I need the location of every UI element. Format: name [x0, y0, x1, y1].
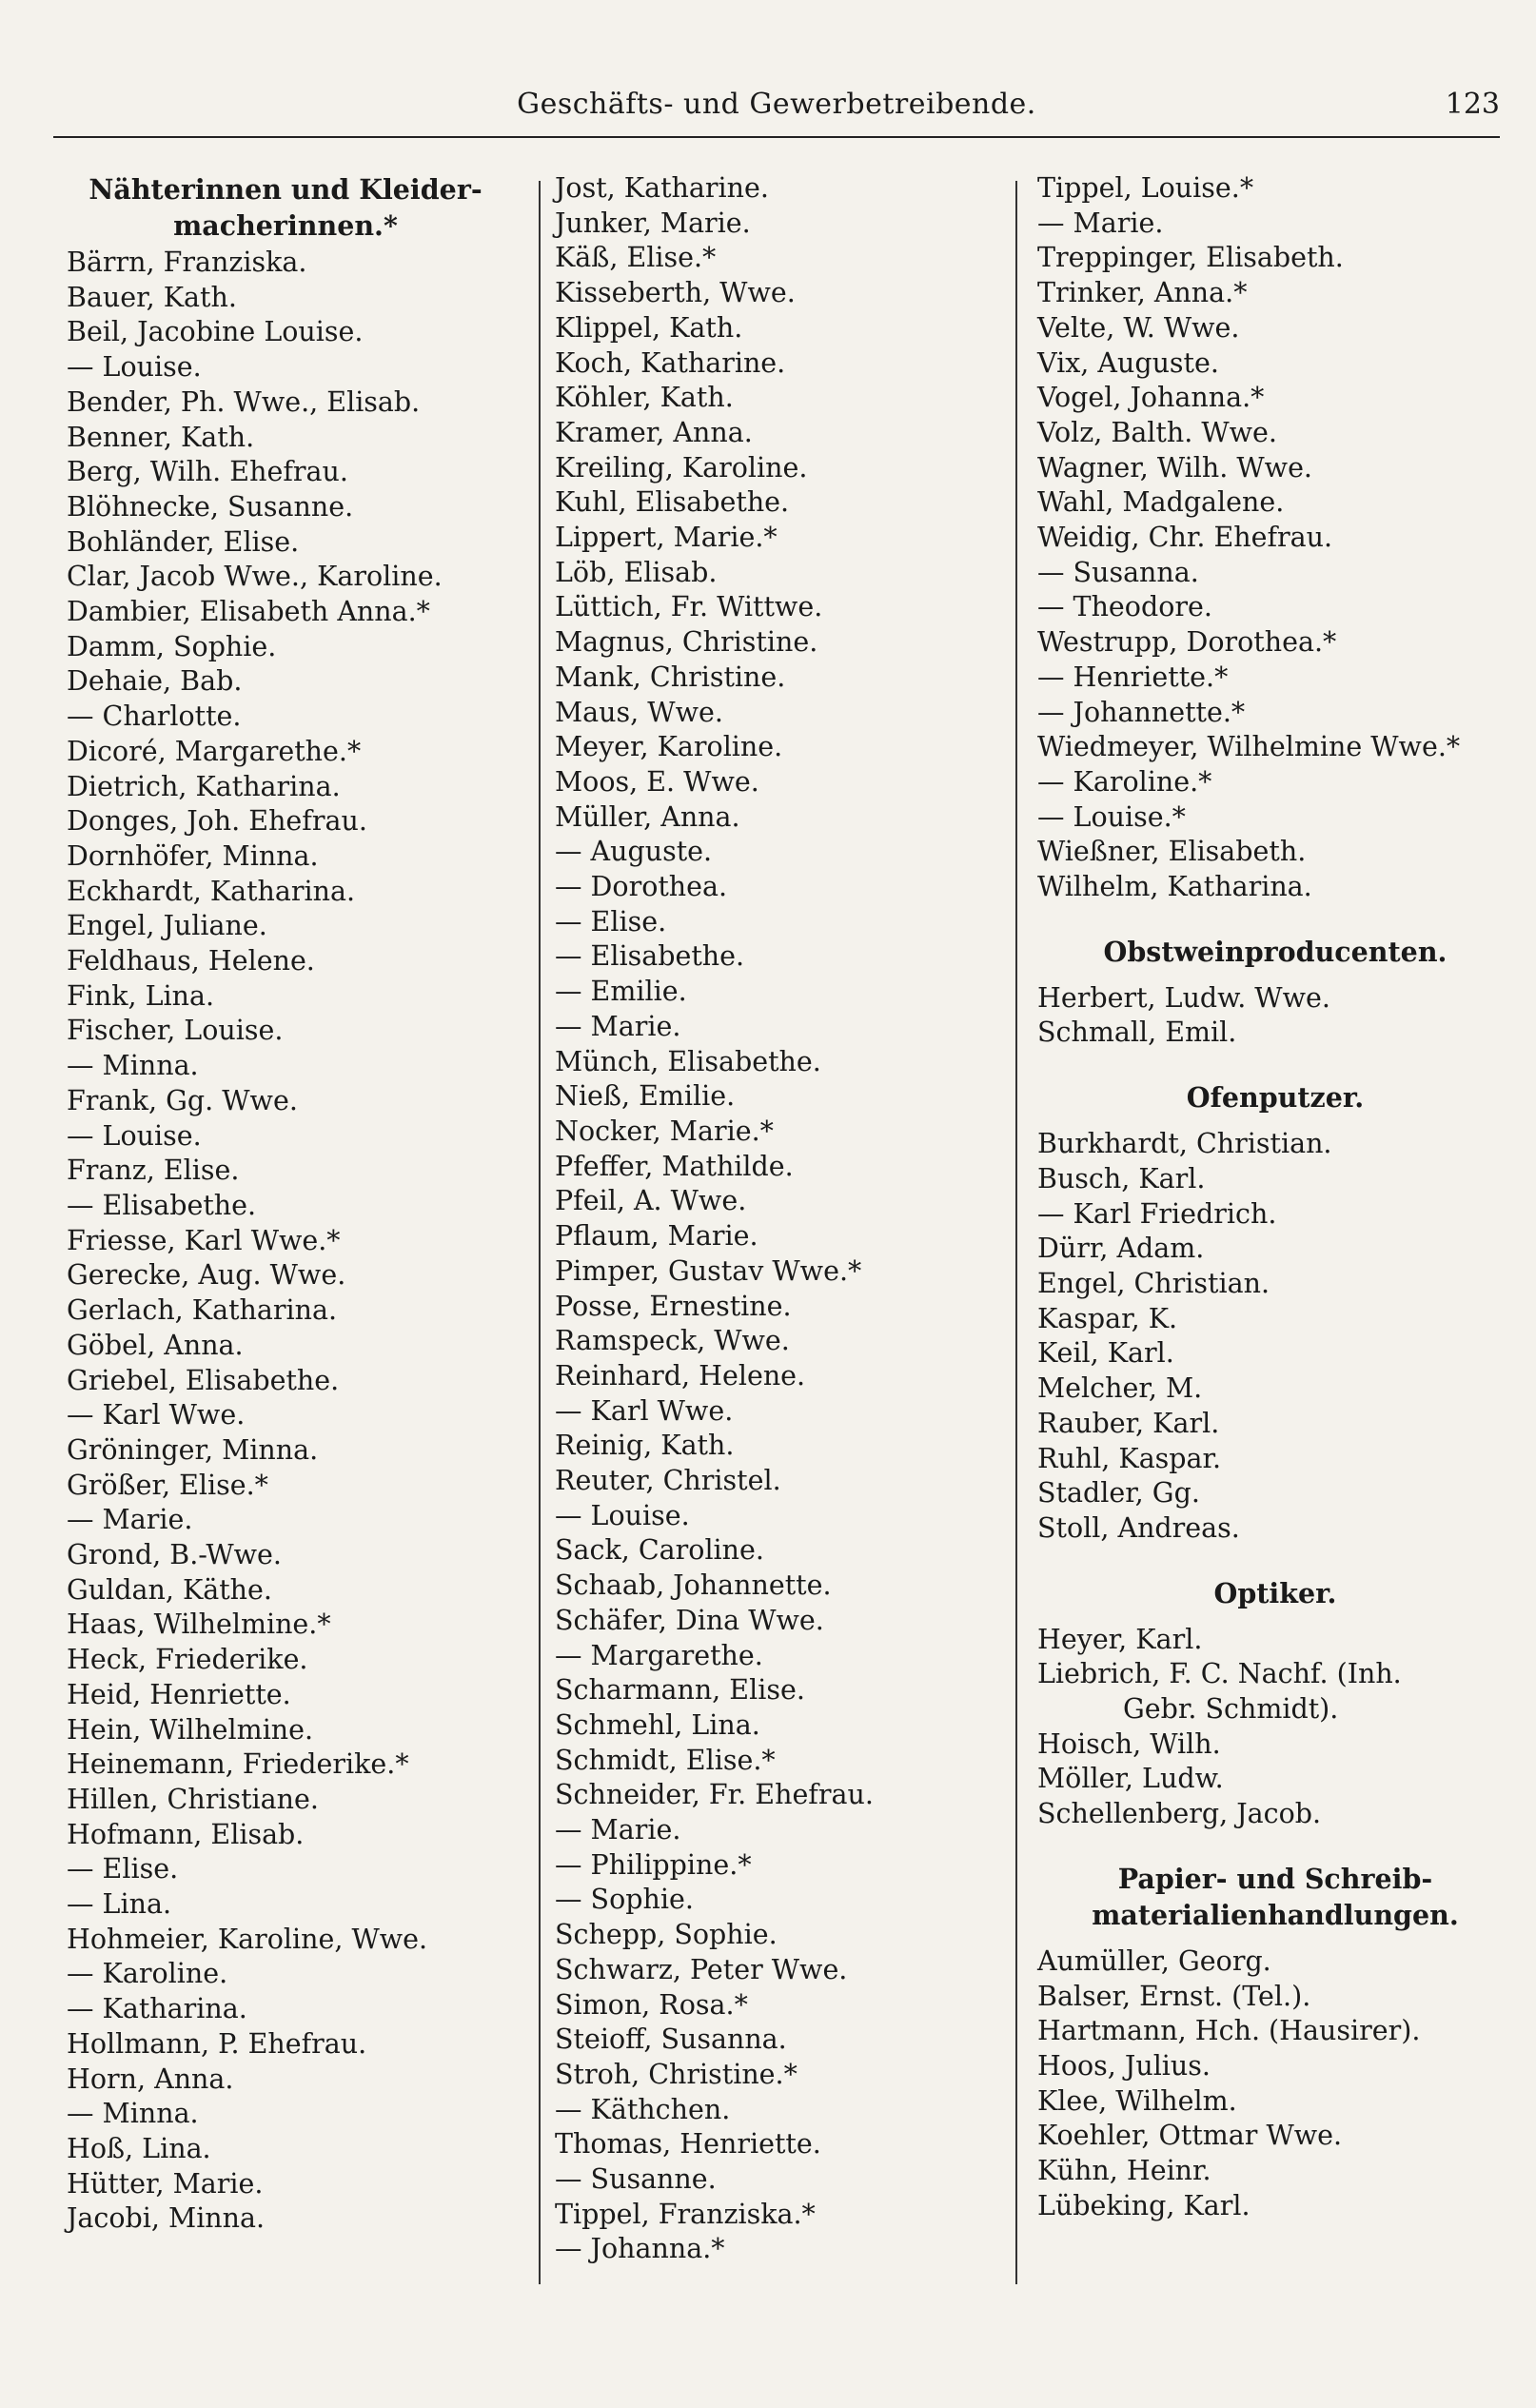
list-item: — Karl Wwe. — [67, 1399, 246, 1431]
list-item: Junker, Marie. — [555, 207, 751, 239]
list-item: Vogel, Johanna.* — [1037, 382, 1265, 414]
list-item: Hohmeier, Karoline, Wwe. — [67, 1923, 428, 1955]
list-item: Klee, Wilhelm. — [1037, 2084, 1237, 2117]
list-item: Größer, Elise.* — [67, 1469, 268, 1501]
list-item: — Louise. — [67, 1119, 202, 1152]
list-item: Simon, Rosa.* — [555, 1988, 748, 2021]
list-item: Keil, Karl. — [1037, 1337, 1174, 1370]
list-item: Koehler, Ottmar Wwe. — [1037, 2120, 1343, 2152]
list-item: Pfeffer, Mathilde. — [555, 1150, 794, 1182]
list-item: Hütter, Marie. — [67, 2167, 264, 2200]
list-item: Gerecke, Aug. Wwe. — [67, 1259, 346, 1292]
list-item: Kuhl, Elisabethe. — [555, 486, 790, 519]
list-item: Eckhardt, Katharina. — [67, 875, 356, 907]
list-item: Velte, W. Wwe. — [1037, 311, 1240, 344]
list-item: — Emilie. — [555, 976, 687, 1008]
list-item: Moos, E. Wwe. — [555, 765, 759, 798]
list-item: — Auguste. — [555, 836, 713, 868]
list-item: Löb, Elisab. — [555, 556, 718, 588]
column-1 — [67, 171, 504, 2237]
list-item: Melcher, M. — [1037, 1372, 1203, 1405]
list-item: Reinig, Kath. — [555, 1430, 735, 1462]
list-item: — Marie. — [555, 1010, 681, 1042]
heading-line: macherinnen.* — [173, 209, 398, 242]
list-item: — Johannette.* — [1037, 696, 1246, 728]
list-item: Wilhelm, Katharina. — [1037, 871, 1312, 903]
list-item: Hofmann, Elisab. — [67, 1818, 305, 1850]
list-item: Schmall, Emil. — [1037, 1016, 1237, 1049]
list-item: Tippel, Franziska.* — [555, 2198, 816, 2230]
list-item: Kreiling, Karoline. — [555, 451, 808, 484]
list-item: — Margarethe. — [555, 1639, 763, 1671]
list-item: Stoll, Andreas. — [1037, 1511, 1240, 1544]
list-item: Ruhl, Kaspar. — [1037, 1442, 1222, 1474]
list-item: Köhler, Kath. — [555, 382, 734, 414]
list-item: Blöhnecke, Susanne. — [67, 490, 354, 523]
list-item: Schellenberg, Jacob. — [1037, 1798, 1322, 1830]
list-item: Busch, Karl. — [1037, 1162, 1206, 1194]
column-divider-2 — [1015, 181, 1017, 2284]
header-rule — [53, 136, 1500, 138]
list-item: Pimper, Gustav Wwe.* — [555, 1254, 862, 1287]
list-item: Treppinger, Elisabeth. — [1037, 242, 1344, 274]
list-item: Kramer, Anna. — [555, 416, 753, 448]
list-item: Magnus, Christine. — [555, 626, 818, 659]
list-item: Meyer, Karoline. — [555, 731, 783, 763]
list-item: Koch, Katharine. — [555, 346, 786, 379]
list-item: Thomas, Henriette. — [555, 2128, 821, 2161]
list-item: Reinhard, Helene. — [555, 1359, 806, 1392]
list-item: Schaab, Johannette. — [555, 1569, 832, 1602]
list-item: Wießner, Elisabeth. — [1037, 836, 1307, 868]
list-item: Lübeking, Karl. — [1037, 2189, 1250, 2221]
entry-list — [67, 246, 504, 2237]
list-item: — Karl Wwe. — [555, 1394, 734, 1427]
list-item: — Lina. — [67, 1888, 172, 1921]
list-item: Hartmann, Hch. (Hausirer). — [1037, 2015, 1421, 2047]
list-item: Wagner, Wilh. Wwe. — [1037, 451, 1312, 484]
list-item: Tippel, Louise.* — [1037, 172, 1254, 204]
list-item: Westrupp, Dorothea.* — [1037, 626, 1337, 659]
list-item: Bärrn, Franziska. — [67, 247, 307, 278]
list-item: Schäfer, Dina Wwe. — [555, 1604, 824, 1636]
list-item: Wiedmeyer, Wilhelmine Wwe.* — [1037, 731, 1461, 763]
list-item: Trinker, Anna.* — [1037, 277, 1248, 309]
list-item: Schmidt, Elise.* — [555, 1744, 776, 1776]
list-item: — Henriette.* — [1037, 661, 1229, 693]
list-item: — Dorothea. — [555, 871, 728, 903]
list-item: Lippert, Marie.* — [555, 522, 778, 554]
list-item: — Louise.* — [1037, 800, 1186, 833]
list-item: — Johanna.* — [555, 2233, 725, 2265]
optiker-list — [1037, 1623, 1513, 1832]
list-item: — Elisabethe. — [555, 940, 745, 973]
list-item: Engel, Christian. — [1037, 1267, 1270, 1299]
list-item: Frank, Gg. Wwe. — [67, 1084, 298, 1116]
section-heading-obstwein: Obstweinproducenten. — [1103, 935, 1447, 968]
list-item: Griebel, Elisabethe. — [67, 1364, 340, 1396]
list-item: Rauber, Karl. — [1037, 1407, 1220, 1439]
list-item: Aumüller, Georg. — [1037, 1944, 1271, 1977]
list-item: Jost, Katharine. — [555, 172, 769, 204]
list-item: Stadler, Gg. — [1037, 1477, 1200, 1510]
running-title: Geschäfts- und Gewerbetreibende. — [517, 88, 1036, 121]
list-item: Clar, Jacob Wwe., Karoline. — [67, 561, 443, 593]
page-number: 123 — [1445, 88, 1500, 121]
list-item: — Käthchen. — [555, 2093, 731, 2125]
list-item: Hoß, Lina. — [67, 2132, 211, 2164]
list-item: — Karoline.* — [1037, 765, 1212, 798]
list-item: — Susanna. — [1037, 556, 1199, 588]
list-item: Burkhardt, Christian. — [1037, 1128, 1332, 1160]
list-item: Dietrich, Katharina. — [67, 770, 341, 802]
list-item: — Louise. — [67, 351, 202, 384]
list-item: Gerlach, Katharina. — [67, 1294, 338, 1327]
list-item: Berg, Wilh. Ehefrau. — [67, 456, 348, 488]
list-item: Hillen, Christiane. — [67, 1783, 319, 1815]
list-item: — Karoline. — [67, 1958, 228, 1990]
list-item: Horn, Anna. — [67, 2063, 234, 2095]
list-item: Beil, Jacobine Louise. — [67, 316, 364, 348]
list-item: Nieß, Emilie. — [555, 1080, 736, 1113]
list-item: Bohländer, Elise. — [67, 525, 300, 558]
list-item: Mank, Christine. — [555, 661, 786, 693]
list-item: Damm, Sophie. — [67, 630, 277, 662]
list-item: Wahl, Madgalene. — [1037, 486, 1285, 519]
list-item: Steioff, Susanna. — [555, 2023, 787, 2056]
list-item: Donges, Joh. Ehefrau. — [67, 805, 367, 838]
list-item: Ramspeck, Wwe. — [555, 1325, 790, 1357]
list-item: Vix, Auguste. — [1037, 346, 1219, 379]
list-item: Dornhöfer, Minna. — [67, 839, 319, 872]
list-item: Käß, Elise.* — [555, 242, 717, 274]
list-item: — Minna. — [67, 1050, 199, 1082]
list-item: Dambier, Elisabeth Anna.* — [67, 596, 430, 628]
heading-line: Papier- und Schreib- — [1117, 1862, 1433, 1895]
list-item: Weidig, Chr. Ehefrau. — [1037, 522, 1333, 554]
list-item: Dehaie, Bab. — [67, 665, 243, 698]
list-item: Volz, Balth. Wwe. — [1037, 416, 1277, 448]
list-item: Pfeil, A. Wwe. — [555, 1185, 747, 1217]
list-item: Klippel, Kath. — [555, 311, 743, 344]
list-item: — Charlotte. — [67, 701, 242, 733]
list-item: — Katharina. — [67, 1993, 247, 2025]
list-item: Jacobi, Minna. — [67, 2202, 266, 2235]
list-item: Pflaum, Marie. — [555, 1220, 758, 1253]
list-item: Dicoré, Margarethe.* — [67, 735, 362, 767]
list-item: — Sophie. — [555, 1884, 694, 1916]
page-header — [53, 88, 1500, 133]
list-item: — Philippine.* — [555, 1848, 752, 1881]
entry-list — [555, 171, 1002, 2267]
list-item: Sack, Caroline. — [555, 1534, 764, 1567]
list-item: Schepp, Sophie. — [555, 1919, 778, 1951]
list-item: Reuter, Christel. — [555, 1465, 781, 1497]
list-item: — Marie. — [67, 1504, 193, 1536]
column-2 — [555, 171, 1002, 2267]
list-item: Posse, Ernestine. — [555, 1290, 792, 1322]
list-item: — Susanne. — [555, 2163, 717, 2196]
list-item: Gröninger, Minna. — [67, 1433, 319, 1466]
list-item: Grond, B.-Wwe. — [67, 1539, 282, 1571]
list-item: Schmehl, Lina. — [555, 1708, 760, 1741]
list-item: Franz, Elise. — [67, 1155, 240, 1187]
list-item: Friesse, Karl Wwe.* — [67, 1224, 341, 1256]
list-item: Nocker, Marie.* — [555, 1115, 774, 1147]
list-item: Heck, Friederike. — [67, 1644, 308, 1676]
list-item: Kühn, Heinr. — [1037, 2155, 1211, 2187]
list-item: Hoos, Julius. — [1037, 2049, 1211, 2082]
list-item: Göbel, Anna. — [67, 1329, 244, 1361]
list-item: — Elise. — [67, 1853, 179, 1885]
entry-list — [1037, 1944, 1513, 2224]
section-heading-ofenputzer: Ofenputzer. — [1186, 1081, 1365, 1115]
list-item: Heyer, Karl. — [1037, 1623, 1203, 1655]
list-item: Schwarz, Peter Wwe. — [555, 1953, 848, 1985]
list-item: Lüttich, Fr. Wittwe. — [555, 591, 823, 623]
entry-list — [1037, 981, 1513, 1051]
list-item: Fischer, Louise. — [67, 1015, 284, 1047]
list-item: Dürr, Adam. — [1037, 1233, 1205, 1265]
list-item: Stroh, Christine.* — [555, 2058, 798, 2090]
list-item: — Theodore. — [1037, 591, 1212, 623]
list-item: Guldan, Käthe. — [67, 1573, 272, 1606]
list-item: Fink, Lina. — [67, 979, 215, 1012]
list-item: Engel, Juliane. — [67, 910, 267, 942]
column-divider-1 — [539, 181, 541, 2284]
heading-line: materialienhandlungen. — [1092, 1898, 1459, 1931]
list-item: Müller, Anna. — [555, 800, 740, 833]
list-item: Maus, Wwe. — [555, 696, 723, 728]
list-item-continuation: Gebr. Schmidt). — [1123, 1693, 1339, 1726]
entry-list — [1037, 171, 1513, 905]
list-item: Münch, Elisabethe. — [555, 1045, 821, 1077]
list-item: Benner, Kath. — [67, 421, 255, 453]
list-item: — Karl Friedrich. — [1037, 1197, 1277, 1230]
section-heading-optiker: Optiker. — [1213, 1576, 1337, 1609]
list-item: Hein, Wilhelmine. — [67, 1713, 314, 1746]
list-item: Heid, Henriette. — [67, 1678, 291, 1710]
list-item: Heinemann, Friederike.* — [67, 1748, 409, 1781]
list-item: Herbert, Ludw. Wwe. — [1037, 981, 1330, 1014]
list-item: Liebrich, F. C. Nachf. (Inh. — [1037, 1658, 1402, 1690]
list-item: — Minna. — [67, 2098, 199, 2130]
list-item: — Elisabethe. — [67, 1189, 257, 1221]
list-item: — Louise. — [555, 1499, 690, 1531]
heading-line: Nähterinnen und Kleider- — [89, 173, 482, 206]
list-item: Schneider, Fr. Ehefrau. — [555, 1779, 874, 1811]
list-item: Hoisch, Wilh. — [1037, 1727, 1221, 1760]
list-item: Scharmann, Elise. — [555, 1674, 805, 1707]
entry-list — [1037, 1127, 1513, 1546]
list-item: Bender, Ph. Wwe., Elisab. — [67, 385, 421, 418]
section-heading-papier — [1037, 1861, 1513, 1933]
list-item: Bauer, Kath. — [67, 281, 237, 313]
list-item: — Marie. — [555, 1814, 681, 1846]
list-item: Feldhaus, Helene. — [67, 945, 315, 977]
list-item: Balser, Ernst. (Tel.). — [1037, 1980, 1311, 2012]
list-item: Kaspar, K. — [1037, 1302, 1178, 1334]
list-item: Möller, Ludw. — [1037, 1763, 1224, 1795]
list-item: Kisseberth, Wwe. — [555, 277, 796, 309]
section-heading-naehterinnen — [67, 171, 504, 244]
list-item: — Marie. — [1037, 207, 1164, 239]
list-item: Haas, Wilhelmine.* — [67, 1609, 331, 1641]
list-item: — Elise. — [555, 905, 667, 938]
column-3 — [1037, 171, 1513, 2223]
list-item: Hollmann, P. Ehefrau. — [67, 2027, 367, 2060]
